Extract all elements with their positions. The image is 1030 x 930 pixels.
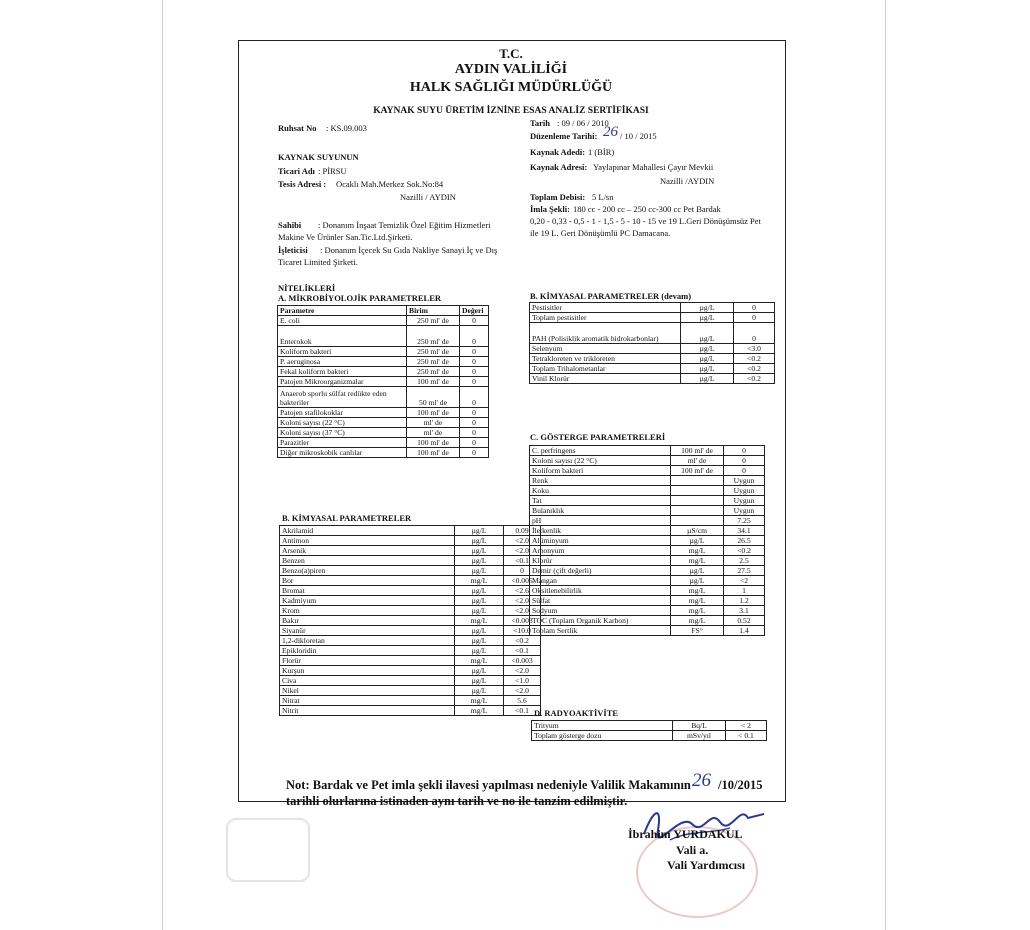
parameter-cell: Patojen Mikroorganizmalar [278, 377, 407, 387]
chemical-continued-table [529, 302, 775, 384]
parameter-cell: Diğer mikroskobik canlılar [278, 448, 407, 458]
header-mudurluk: HALK SAĞLIĞI MÜDÜRLÜĞÜ [409, 80, 613, 95]
section-a-heading: A. MİKROBİYOLOJİK PARAMETRELER [278, 293, 442, 303]
duzenleme-handwritten-day: 26 [603, 124, 618, 140]
table-row [280, 706, 541, 716]
value-cell: 0.09 [504, 526, 541, 536]
unit-cell: µg/L [455, 536, 504, 546]
table-row [280, 566, 541, 576]
table-row [530, 606, 765, 616]
unit-cell: µg/L [681, 354, 734, 364]
unit-cell: mg/L [671, 586, 724, 596]
value-cell: 1.4 [724, 626, 765, 636]
kaynak-adresi-city: Nazilli /AYDIN [660, 176, 715, 186]
table-row [530, 466, 765, 476]
table-row [530, 344, 775, 354]
table-row [530, 536, 765, 546]
kaynak-adresi-value: Yaylapınar Mahallesi Çayır Mevkii [593, 162, 714, 172]
table-row [530, 313, 775, 323]
unit-cell: µg/L [681, 313, 734, 323]
parameter-cell: Pestisitler [530, 303, 681, 313]
parameter-cell: Florür [280, 656, 455, 666]
value-cell: <1.0 [504, 676, 541, 686]
table-row [280, 666, 541, 676]
imla-line2: 0,20 - 0,33 - 0,5 - 1 - 1,5 - 5 - 10 - 15 ve 19 L.Geri Dönüşümsüz Pet [530, 216, 761, 226]
parameter-cell: Klorür [530, 556, 671, 566]
value-cell: 0 [460, 448, 489, 458]
note-line2: tarihli olurlarına istinaden aynı tarih ve no ile tanzim edilmiştir. [286, 794, 628, 808]
parameter-cell: Demir (çift değerli) [530, 566, 671, 576]
parameter-cell: Bromat [280, 586, 455, 596]
value-cell: 0 [460, 387, 489, 408]
table-row [280, 576, 541, 586]
parameter-cell: Toplam pestisitler [530, 313, 681, 323]
unit-cell: µg/L [455, 676, 504, 686]
value-cell: 27.5 [724, 566, 765, 576]
parameter-cell: Mangan [530, 576, 671, 586]
parameter-cell: Koliform bakteri [278, 347, 407, 357]
table-row [280, 616, 541, 626]
unit-cell: µS/cm [671, 526, 724, 536]
value-cell: 0 [734, 323, 775, 344]
parameter-cell: Siyanür [280, 626, 455, 636]
table-row [530, 456, 765, 466]
parameter-cell: Sodyum [530, 606, 671, 616]
table-row [280, 646, 541, 656]
value-cell: 0 [504, 566, 541, 576]
tesis-value: Ocaklı Mah.Merkez Sok.No:84 [336, 179, 444, 189]
unit-cell: µg/L [681, 303, 734, 313]
parameter-cell: Benzo(a)piren [280, 566, 455, 576]
unit-cell: µg/L [681, 323, 734, 344]
table-row [278, 347, 489, 357]
value-cell: <0.2 [504, 636, 541, 646]
certificate-title: KAYNAK SUYU ÜRETİM İZNİNE ESAS ANALİZ SERTİFİKASI [373, 106, 649, 116]
unit-cell: µg/L [671, 566, 724, 576]
table-row [530, 516, 765, 526]
debi-value: 5 L/sn [592, 192, 614, 202]
section-b-devam-heading: B. KİMYASAL PARAMETRELER (devam) [530, 291, 692, 301]
ruhsat-label: Ruhsat No [278, 123, 317, 133]
table-row [278, 438, 489, 448]
sahibi-line1: : Donanım İnşaat Temizlik Özel Eğitim Hizmetleri [318, 220, 491, 230]
value-cell: Uygun [724, 496, 765, 506]
table-row [280, 606, 541, 616]
unit-cell: 100 ml' de [671, 446, 724, 456]
note-handwritten-day: 26 [692, 770, 711, 791]
unit-cell: mg/L [455, 576, 504, 586]
isletici-line1: : Donanım İçecek Su Gıda Nakliye Sanayi İç ve Dış [320, 245, 498, 255]
section-d-heading: D. RADYOAKTİVİTE [534, 708, 619, 718]
value-cell: <0.2 [734, 354, 775, 364]
unit-cell: ml' de [407, 418, 460, 428]
unit-cell: µg/L [455, 646, 504, 656]
unit-cell: 100 ml' de [407, 408, 460, 418]
value-cell: 3.1 [724, 606, 765, 616]
unit-cell: 250 ml' de [407, 316, 460, 326]
sahibi-line2: Makine Ve Ürünler San.Tic.Ltd.Şirketi. [278, 232, 413, 242]
unit-cell: FS° [671, 626, 724, 636]
parameter-cell: Amonyum [530, 546, 671, 556]
value-cell: <0.2 [724, 546, 765, 556]
table-row [530, 566, 765, 576]
value-cell: 0 [724, 456, 765, 466]
radioactivity-table [531, 720, 767, 741]
parameter-cell: Koliform bakteri [530, 466, 671, 476]
ticari-value: : PİRSU [318, 166, 347, 176]
table-row [280, 596, 541, 606]
table-row [280, 626, 541, 636]
table-row [278, 357, 489, 367]
unit-cell [671, 506, 724, 516]
unit-cell: 50 ml' de [407, 387, 460, 408]
value-cell: <2.0 [504, 686, 541, 696]
unit-cell: 100 ml' de [671, 466, 724, 476]
unit-cell: µg/L [455, 606, 504, 616]
header-tc: T.C. [499, 46, 523, 61]
imla-label: İmla Şekli: [530, 204, 570, 214]
parameter-cell: Bor [280, 576, 455, 586]
table-row [530, 303, 775, 313]
kaynak-adedi-label: Kaynak Adedi: [530, 147, 586, 157]
parameter-cell: Tat [530, 496, 671, 506]
unit-cell: µg/L [455, 666, 504, 676]
unit-cell: mg/L [671, 596, 724, 606]
unit-cell: µg/L [681, 364, 734, 374]
value-cell: 1 [724, 586, 765, 596]
table-row [530, 476, 765, 486]
parameter-cell: Vinil Klorür [530, 374, 681, 384]
table-row [530, 323, 775, 344]
tarih-value: : 09 / 06 / 2010 [557, 118, 609, 128]
value-cell: 26.5 [724, 536, 765, 546]
note-line1: Not: Bardak ve Pet imla şekli ilavesi yapılması nedeniyle Valilik Makamının [286, 778, 691, 792]
parameter-cell: Nitrit [280, 706, 455, 716]
table-row [278, 408, 489, 418]
table-row [278, 428, 489, 438]
column-header: Birim [407, 306, 460, 316]
table-row [280, 556, 541, 566]
value-cell: <3.0 [734, 344, 775, 354]
parameter-cell: Antimon [280, 536, 455, 546]
value-cell: <2.0 [504, 666, 541, 676]
table-row [280, 636, 541, 646]
parameter-cell: Parazitler [278, 438, 407, 448]
unit-cell: µg/L [455, 586, 504, 596]
table-row [530, 546, 765, 556]
value-cell: 0 [734, 303, 775, 313]
parameter-cell: Kurşun [280, 666, 455, 676]
tarih-label: Tarih [530, 118, 551, 128]
value-cell: <0.2 [734, 364, 775, 374]
table-row [280, 536, 541, 546]
parameter-cell: Patojen stafilokoklar [278, 408, 407, 418]
value-cell: 1.2 [724, 596, 765, 606]
nitelikler-heading: NİTELİKLERİ [278, 283, 336, 293]
parameter-cell: Toplam Sertlik [530, 626, 671, 636]
signatory-name: İbrahim YURDAKUL [628, 827, 743, 841]
unit-cell: µg/L [455, 626, 504, 636]
table-row [530, 586, 765, 596]
isletici-line2: Ticaret Limited Şirketi. [278, 257, 358, 267]
parameter-cell: Renk [530, 476, 671, 486]
value-cell: <2 [724, 576, 765, 586]
value-cell: <2.0 [504, 606, 541, 616]
value-cell: 0 [460, 408, 489, 418]
table-row [280, 676, 541, 686]
indicator-table [529, 445, 765, 636]
unit-cell: 100 ml' de [407, 377, 460, 387]
unit-cell [671, 476, 724, 486]
parameter-cell: Kadmiyum [280, 596, 455, 606]
value-cell: 34.1 [724, 526, 765, 536]
table-row [530, 616, 765, 626]
unit-cell: mg/L [455, 656, 504, 666]
parameter-cell: Koku [530, 486, 671, 496]
table-row [280, 686, 541, 696]
value-cell: Uygun [724, 476, 765, 486]
imla-line1: 180 cc - 200 cc – 250 cc-300 cc Pet Bardak [573, 204, 721, 214]
unit-cell: mg/L [671, 606, 724, 616]
parameter-cell: Toplam gösterge dozu [532, 731, 673, 741]
value-cell: 7.25 [724, 516, 765, 526]
tesis-label: Tesis Adresi : [278, 179, 327, 189]
table-row [530, 506, 765, 516]
parameter-cell: E. coli [278, 316, 407, 326]
unit-cell [671, 516, 724, 526]
unit-cell: µg/L [455, 556, 504, 566]
parameter-cell: Koloni sayısı (22 °C) [278, 418, 407, 428]
value-cell: 0 [460, 326, 489, 347]
chemical-table [279, 525, 541, 716]
unit-cell [671, 486, 724, 496]
parameter-cell: Toplam Trihalometanlar [530, 364, 681, 374]
value-cell: Uygun [724, 486, 765, 496]
table-row [278, 326, 489, 347]
table-row [530, 556, 765, 566]
table-row [280, 696, 541, 706]
table-row [530, 596, 765, 606]
parameter-cell: Nitrat [280, 696, 455, 706]
unit-cell: 100 ml' de [407, 438, 460, 448]
kaynak-adresi-label: Kaynak Adresi: [530, 162, 588, 172]
unit-cell: mg/L [455, 706, 504, 716]
header-valilik: AYDIN VALİLİĞİ [454, 62, 568, 77]
unit-cell [671, 496, 724, 506]
unit-cell: µg/L [671, 576, 724, 586]
kaynak-adedi-value: 1 (BİR) [588, 147, 615, 157]
table-row [280, 526, 541, 536]
unit-cell: µg/L [455, 546, 504, 556]
value-cell: 0 [460, 377, 489, 387]
parameter-cell: Alüminyum [530, 536, 671, 546]
parameter-cell: C. perfringens [530, 446, 671, 456]
value-cell: <0.005 [504, 576, 541, 586]
parameter-cell: Trityum [532, 721, 673, 731]
value-cell: 5.6 [504, 696, 541, 706]
table-row [530, 354, 775, 364]
value-cell: 0 [724, 446, 765, 456]
value-cell: 0 [460, 316, 489, 326]
unit-cell: mg/L [671, 556, 724, 566]
value-cell: <2.0 [504, 546, 541, 556]
duzenleme-label: Düzenleme Tarihi: [530, 131, 598, 141]
debi-label: Toplam Debisi: [530, 192, 586, 202]
parameter-cell: PAH (Polisiklik aromatik hidrokarbonlar) [530, 323, 681, 344]
parameter-cell: Selenyum [530, 344, 681, 354]
signatory-title1: Vali a. [676, 843, 709, 857]
duzenleme-value: / 10 / 2015 [620, 131, 657, 141]
table-row [530, 576, 765, 586]
parameter-cell: Enterokok [278, 326, 407, 347]
value-cell: < 2 [726, 721, 767, 731]
faded-stamp [226, 818, 310, 882]
table-row [278, 418, 489, 428]
unit-cell: mg/L [671, 546, 724, 556]
parameter-cell: Tetrakloreten ve trikloreten [530, 354, 681, 364]
unit-cell: µg/L [681, 374, 734, 384]
ruhsat-value: : KS.09.003 [326, 123, 367, 133]
parameter-cell: Civa [280, 676, 455, 686]
table-row [532, 731, 767, 741]
unit-cell: 100 ml' de [407, 448, 460, 458]
value-cell: 0 [460, 428, 489, 438]
parameter-cell: Bakır [280, 616, 455, 626]
parameter-cell: Benzen [280, 556, 455, 566]
sahibi-label: Sahibi [278, 220, 302, 230]
table-row [530, 446, 765, 456]
unit-cell: µg/L [455, 686, 504, 696]
unit-cell: mg/L [455, 616, 504, 626]
table-row [278, 448, 489, 458]
parameter-cell: Koloni sayısı (22 °C) [530, 456, 671, 466]
table-row [278, 316, 489, 326]
value-cell: <0.003 [504, 616, 541, 626]
unit-cell: mSv/yıl [673, 731, 726, 741]
unit-cell: µg/L [681, 344, 734, 354]
parameter-cell: P. aeruginosa [278, 357, 407, 367]
parameter-cell: Sülfat [530, 596, 671, 606]
parameter-cell: Krom [280, 606, 455, 616]
ticari-label: Ticari Adı [278, 166, 315, 176]
parameter-cell: Arsenik [280, 546, 455, 556]
unit-cell: µg/L [671, 536, 724, 546]
unit-cell: µg/L [455, 566, 504, 576]
tesis-city: Nazilli / AYDIN [400, 192, 456, 202]
unit-cell: ml' de [671, 456, 724, 466]
parameter-cell: İletkenlik [530, 526, 671, 536]
value-cell: <0.003 [504, 656, 541, 666]
unit-cell: ml' de [407, 428, 460, 438]
value-cell: <0.1 [504, 646, 541, 656]
section-c-heading: C. GÖSTERGE PARAMETRELERİ [530, 432, 666, 442]
unit-cell: µg/L [455, 636, 504, 646]
unit-cell: mg/L [455, 696, 504, 706]
unit-cell: 250 ml' de [407, 367, 460, 377]
parameter-cell: Epikloridin [280, 646, 455, 656]
value-cell: <2.6 [504, 586, 541, 596]
value-cell: 0 [724, 466, 765, 476]
parameter-cell: Koloni sayısı (37 °C) [278, 428, 407, 438]
kaynak-suyunun: KAYNAK SUYUNUN [278, 152, 359, 162]
value-cell: 0 [460, 418, 489, 428]
table-row [530, 374, 775, 384]
signatory-title2: Vali Yardımcısı [667, 858, 746, 872]
parameter-cell: Oksitlenebilirlik [530, 586, 671, 596]
unit-cell: 250 ml' de [407, 326, 460, 347]
parameter-cell: Anaerob sporlu sülfat redükte eden bakteriler [278, 387, 407, 408]
parameter-cell: TOC (Toplam Organik Karbon) [530, 616, 671, 626]
value-cell: < 0.1 [726, 731, 767, 741]
table-row [280, 546, 541, 556]
table-row [278, 367, 489, 377]
value-cell: Uygun [724, 506, 765, 516]
parameter-cell: Fekal koliform bakteri [278, 367, 407, 377]
table-row [530, 526, 765, 536]
unit-cell: µg/L [455, 526, 504, 536]
value-cell: <2.0 [504, 536, 541, 546]
table-row [280, 586, 541, 596]
section-b-heading: B. KİMYASAL PARAMETRELER [282, 513, 412, 523]
value-cell: <0.1 [504, 556, 541, 566]
value-cell: 0 [460, 347, 489, 357]
value-cell: 0 [460, 367, 489, 377]
unit-cell: Bq/L [673, 721, 726, 731]
value-cell: <0.2 [734, 374, 775, 384]
parameter-cell: Bulanıklık [530, 506, 671, 516]
value-cell: 0 [460, 438, 489, 448]
value-cell: <2.0 [504, 596, 541, 606]
value-cell: 0 [734, 313, 775, 323]
column-header: Değeri [460, 306, 489, 316]
unit-cell: 250 ml' de [407, 347, 460, 357]
table-row [278, 377, 489, 387]
parameter-cell: pH [530, 516, 671, 526]
table-row [278, 387, 489, 408]
note-date: /10/2015 [718, 778, 763, 792]
value-cell: 2.5 [724, 556, 765, 566]
table-row [530, 496, 765, 506]
isletici-label: İşleticisi [278, 245, 308, 255]
table-row [530, 364, 775, 374]
table-row [530, 486, 765, 496]
table-row [532, 721, 767, 731]
value-cell: <10.0 [504, 626, 541, 636]
microbiological-table [277, 305, 489, 458]
unit-cell: µg/L [455, 596, 504, 606]
unit-cell: 250 ml' de [407, 357, 460, 367]
parameter-cell: Akrilamid [280, 526, 455, 536]
value-cell: 0.52 [724, 616, 765, 626]
value-cell: <0.1 [504, 706, 541, 716]
parameter-cell: Nikel [280, 686, 455, 696]
value-cell: 0 [460, 357, 489, 367]
column-header: Parametre [278, 306, 407, 316]
table-row [530, 626, 765, 636]
unit-cell: mg/L [671, 616, 724, 626]
imla-line3: ile 19 L. Geri Dönüşümlü PC Damacana. [530, 228, 671, 238]
parameter-cell: 1,2-dikloretan [280, 636, 455, 646]
table-row [280, 656, 541, 666]
